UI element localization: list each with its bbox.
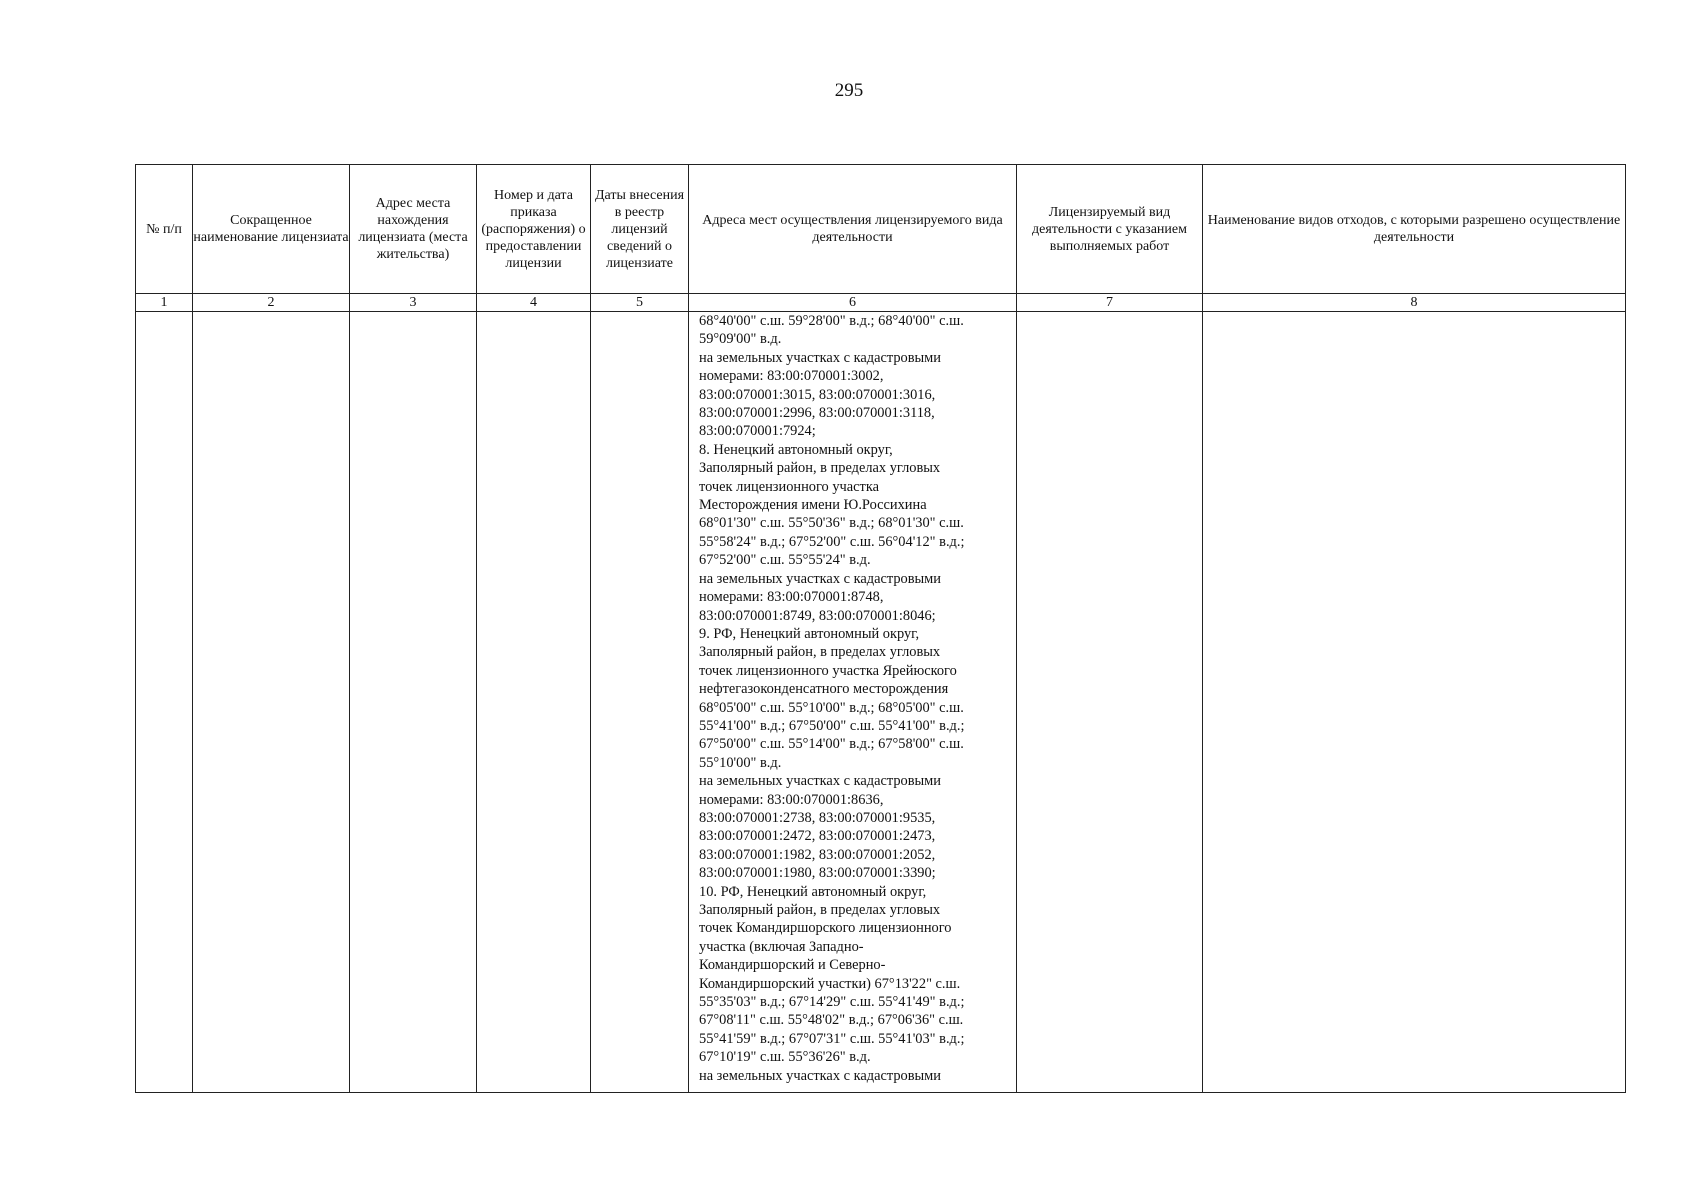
cell-licensee-address <box>350 312 477 1093</box>
column-number: 1 <box>136 294 193 312</box>
address-line: на земельных участках с кадастровыми <box>699 570 941 587</box>
license-register-table <box>135 164 1626 1093</box>
address-line: 83:00:070001:2996, 83:00:070001:3118, <box>699 405 935 422</box>
column-number: 2 <box>193 294 350 312</box>
address-line: нефтегазоконденсатного месторождения <box>699 681 949 698</box>
address-line: 68°40'00" с.ш. 59°28'00" в.д.; 68°40'00" с.ш. <box>699 313 964 329</box>
address-line: 8. Ненецкий автономный округ, <box>699 441 893 458</box>
address-line: 83:00:070001:2738, 83:00:070001:9535, <box>699 809 936 826</box>
address-line: Месторождения имени Ю.Россихина <box>699 497 927 514</box>
header-row <box>136 165 1626 294</box>
cell-order-number-date <box>477 312 591 1093</box>
header-waste-types: Наименование видов отходов, с которыми разрешено осуществление деятельности <box>1203 165 1626 294</box>
address-line: 83:00:070001:2472, 83:00:070001:2473, <box>699 828 936 845</box>
header-licensee-address: Адрес места нахождения лицензиата (места жительства) <box>350 165 477 294</box>
address-line: 59°09'00" в.д. <box>699 331 782 348</box>
address-line: 83:00:070001:8749, 83:00:070001:8046; <box>699 607 936 624</box>
address-line: Заполярный район, в пределах угловых <box>699 644 941 661</box>
header-register-dates: Даты внесения в реестр лицензий сведений о лицензиате <box>591 165 689 294</box>
address-line: 67°10'19" с.ш. 55°36'26" в.д. <box>699 1049 871 1066</box>
address-line: 55°10'00" в.д. <box>699 754 782 771</box>
column-number: 7 <box>1017 294 1203 312</box>
column-number: 5 <box>591 294 689 312</box>
address-line: 83:00:070001:3015, 83:00:070001:3016, <box>699 386 936 403</box>
address-line: на земельных участках с кадастровыми <box>699 1067 941 1084</box>
address-line: 55°41'59" в.д.; 67°07'31" с.ш. 55°41'03" в.д.; <box>699 1030 965 1047</box>
address-line: номерами: 83:00:070001:8636, <box>699 791 884 808</box>
header-licensee-name: Сокращенное наименование лицензиата <box>193 165 350 294</box>
header-number: № п/п <box>136 165 193 294</box>
address-line: номерами: 83:00:070001:8748, <box>699 589 884 606</box>
cell-number <box>136 312 193 1093</box>
cell-licensee-name <box>193 312 350 1093</box>
address-line: точек лицензионного участка Ярейюского <box>699 662 957 679</box>
address-line: 83:00:070001:7924; <box>699 423 816 440</box>
address-line: 9. РФ, Ненецкий автономный округ, <box>699 625 920 642</box>
address-line: 67°52'00" с.ш. 55°55'24" в.д. <box>699 552 871 569</box>
address-line: Заполярный район, в пределах угловых <box>699 902 941 918</box>
address-line: Командиршорский участки) 67°13'22" с.ш. <box>699 975 961 992</box>
address-line: 10. РФ, Ненецкий автономный округ, <box>699 883 927 900</box>
address-line: 67°08'11" с.ш. 55°48'02" в.д.; 67°06'36" с.ш. <box>699 1012 964 1029</box>
header-licensed-activity: Лицензируемый вид деятельности с указанием выполняемых работ <box>1017 165 1203 294</box>
address-line: Заполярный район, в пределах угловых <box>699 460 941 477</box>
address-line: номерами: 83:00:070001:3002, <box>699 368 884 385</box>
address-line: 68°01'30" с.ш. 55°50'36" в.д.; 68°01'30" с.ш. <box>699 515 964 532</box>
column-number: 8 <box>1203 294 1626 312</box>
address-line: 83:00:070001:1980, 83:00:070001:3390; <box>699 865 936 882</box>
cell-waste-types <box>1203 312 1626 1093</box>
address-line: 55°58'24" в.д.; 67°52'00" с.ш. 56°04'12" в.д.; <box>699 533 965 550</box>
address-line: точек Командиршорского лицензионного <box>699 920 952 937</box>
address-line: точек лицензионного участка <box>699 478 879 495</box>
address-line: Командиршорский и Северно- <box>699 957 886 974</box>
header-activity-addresses: Адреса мест осуществления лицензируемого вида деятельности <box>689 165 1017 294</box>
table-row <box>136 312 1626 1093</box>
page-number: 295 <box>834 80 864 101</box>
address-line: 55°35'03" в.д.; 67°14'29" с.ш. 55°41'49" в.д.; <box>699 994 965 1011</box>
column-number: 6 <box>689 294 1017 312</box>
column-number: 4 <box>477 294 591 312</box>
address-line: 83:00:070001:1982, 83:00:070001:2052, <box>699 846 936 863</box>
column-number-row <box>136 294 1626 312</box>
address-line: 68°05'00" с.ш. 55°10'00" в.д.; 68°05'00" с.ш. <box>699 699 964 716</box>
address-line: участка (включая Западно- <box>699 938 864 955</box>
cell-licensed-activity <box>1017 312 1203 1093</box>
address-line: на земельных участках с кадастровыми <box>699 349 941 366</box>
address-line: 67°50'00" с.ш. 55°14'00" в.д.; 67°58'00" с.ш. <box>699 736 964 753</box>
address-line: на земельных участках с кадастровыми <box>699 773 941 790</box>
column-number: 3 <box>350 294 477 312</box>
cell-activity-addresses <box>689 312 1017 1093</box>
header-order-number-date: Номер и дата приказа (распоряжения) о предоставлении лицензии <box>477 165 591 294</box>
cell-register-dates <box>591 312 689 1093</box>
address-line: 55°41'00" в.д.; 67°50'00" с.ш. 55°41'00" в.д.; <box>699 717 965 734</box>
